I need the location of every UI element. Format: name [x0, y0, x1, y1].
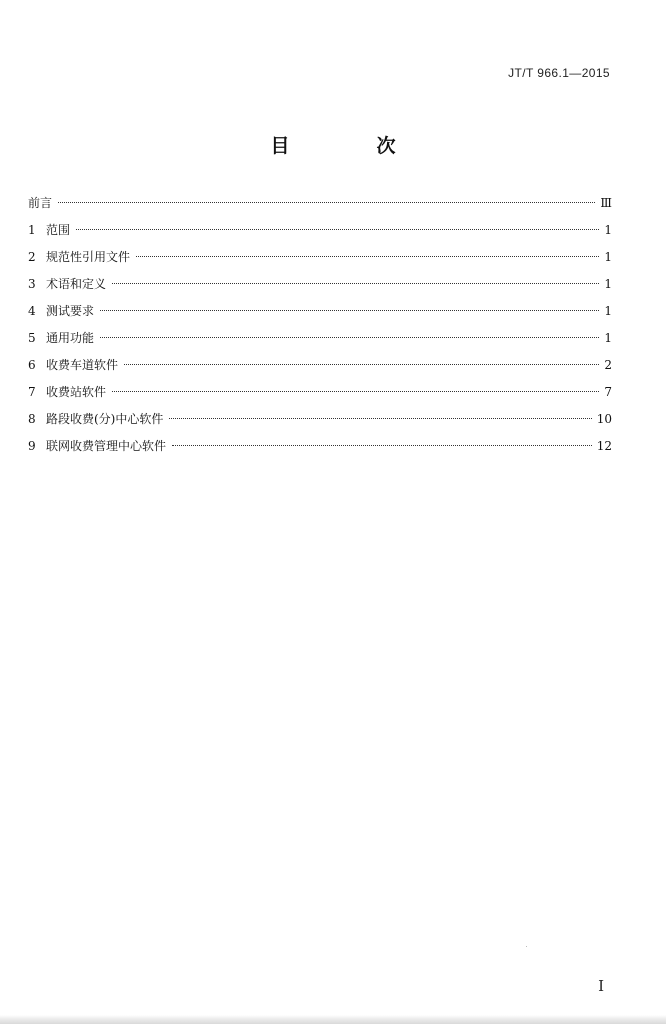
- toc-entry-page: Ⅲ: [600, 196, 612, 210]
- dot-leader: [169, 418, 591, 419]
- toc-entry-title: 测试要求: [46, 304, 95, 318]
- toc-entry-1[interactable]: [28, 217, 612, 244]
- toc-entry-number: 8: [28, 412, 36, 426]
- dot-leader: [124, 364, 599, 365]
- toc-entry-title: 联网收费管理中心软件: [46, 439, 167, 453]
- toc-entry-page: 1: [604, 331, 612, 345]
- dot-leader: [112, 391, 599, 392]
- dot-leader: [76, 229, 599, 230]
- dot-leader: [100, 310, 599, 311]
- toc-entry-5[interactable]: [28, 325, 612, 352]
- page-bottom-edge: [0, 1015, 666, 1024]
- toc-entry-number: 5: [28, 331, 36, 345]
- toc-entry-number: 2: [28, 250, 36, 264]
- page-title: 目 次: [270, 135, 430, 157]
- footer-page-number: I: [598, 977, 604, 995]
- toc-entry-2[interactable]: [28, 244, 612, 271]
- toc-entry-number: 9: [28, 439, 36, 453]
- dot-leader: [112, 283, 599, 284]
- toc-entry-title: 收费站软件: [46, 385, 107, 399]
- toc-entry-title: 收费车道软件: [46, 358, 119, 372]
- toc-entry-9[interactable]: [28, 433, 612, 460]
- toc-entry-page: 2: [604, 358, 612, 372]
- toc-entry-title: 术语和定义: [46, 277, 107, 291]
- toc-entry-4[interactable]: [28, 298, 612, 325]
- toc-entry-7[interactable]: [28, 379, 612, 406]
- toc-entry-page: 12: [596, 439, 612, 453]
- toc-entry-3[interactable]: [28, 271, 612, 298]
- toc-entry-page: 10: [596, 412, 612, 426]
- toc-entry-number: 4: [28, 304, 36, 318]
- toc-entry-title: 规范性引用文件: [46, 250, 131, 264]
- scan-speck: [526, 946, 527, 947]
- toc-entry-6[interactable]: [28, 352, 612, 379]
- dot-leader: [100, 337, 599, 338]
- toc-entry-page: 7: [604, 385, 612, 399]
- toc-entry-number: 3: [28, 277, 36, 291]
- toc-entry-8[interactable]: [28, 406, 612, 433]
- toc-entry-title: 通用功能: [46, 331, 95, 345]
- toc-entry-title: 路段收费(分)中心软件: [46, 412, 164, 426]
- toc-entry-number: 1: [28, 223, 36, 237]
- standard-code: JT/T 966.1—2015: [508, 66, 610, 80]
- toc-entry-title: 范围: [46, 223, 71, 237]
- toc-entry-page: 1: [604, 277, 612, 291]
- toc-entry-page: 1: [604, 223, 612, 237]
- dot-leader: [136, 256, 599, 257]
- toc-entry-title: 前言: [28, 196, 53, 210]
- toc-entry-page: 1: [604, 250, 612, 264]
- dot-leader: [172, 445, 592, 446]
- toc-entry-number: 6: [28, 358, 36, 372]
- toc-entry-page: 1: [604, 304, 612, 318]
- toc-entry-foreword[interactable]: [28, 190, 612, 217]
- table-of-contents: [28, 190, 612, 460]
- toc-entry-number: 7: [28, 385, 36, 399]
- dot-leader: [58, 202, 595, 203]
